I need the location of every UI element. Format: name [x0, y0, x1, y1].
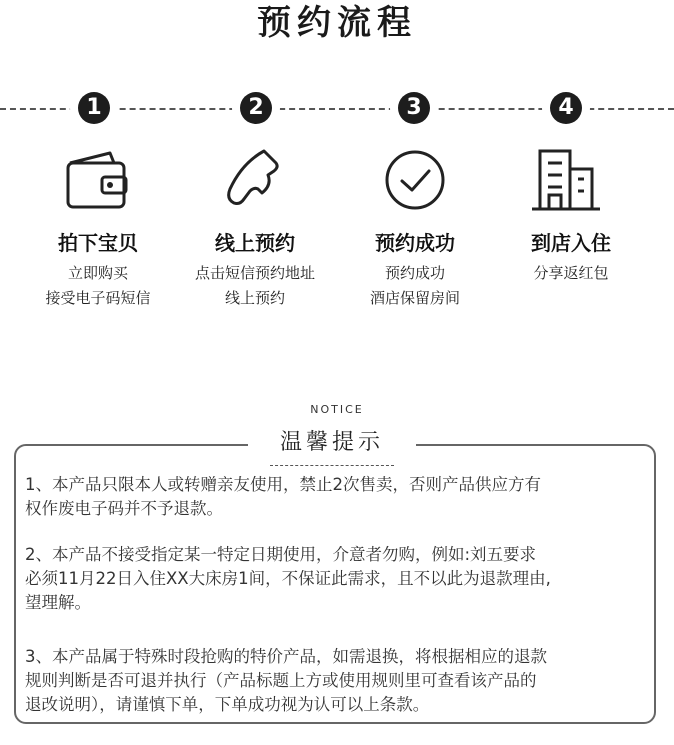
- notice-item-2-line2: 必须11月22日入住XX大床房1间，不保证此需求，且不以此为退款理由,: [25, 569, 551, 588]
- step-4-desc-line1: 分享返红包: [533, 264, 609, 282]
- notice-item-3-line2: 规则判断是否可退并执行（产品标题上方或使用规则里可查看该产品的: [25, 671, 537, 690]
- notice-item-3-line1: 3、本产品属于特殊时段抢购的特价产品，如需退换，将根据相应的退款: [25, 647, 547, 666]
- step-4-title: 到店入住: [531, 231, 611, 255]
- step-2-title: 线上预约: [215, 231, 295, 255]
- check-circle-icon: [375, 145, 455, 215]
- step-1-desc-line1: 立即购买: [67, 264, 128, 282]
- phone-icon: [216, 145, 296, 215]
- notice-item-2: [25, 543, 645, 615]
- notice-title: 温馨提示: [279, 430, 384, 455]
- step-3-number: 3: [398, 92, 430, 124]
- notice-label: NOTICE: [310, 403, 364, 416]
- notice-item-2-line1: 2、本产品不接受指定某一特定日期使用，介意者勿购，例如:刘五要求: [25, 545, 537, 564]
- wallet-icon: [58, 145, 138, 215]
- step-1-number: 1: [78, 92, 110, 124]
- step-2-desc-line1: 点击短信预约地址: [194, 264, 315, 282]
- notice-item-1-line2: 权作废电子码并不予退款。: [25, 499, 223, 518]
- step-2-number: 2: [240, 92, 272, 124]
- notice-item-1-line1: 1、本产品只限本人或转赠亲友使用，禁止2次售卖，否则产品供应方有: [25, 475, 541, 494]
- notice-item-3: [25, 645, 645, 717]
- step-3-desc-line2: 酒店保留房间: [369, 289, 460, 307]
- notice-title-underline: [270, 465, 394, 466]
- step-4-number: 4: [550, 92, 582, 124]
- notice-item-2-line3: 望理解。: [25, 593, 91, 612]
- step-1-title: 拍下宝贝: [58, 231, 138, 255]
- step-2-desc-line2: 线上预约: [224, 289, 285, 307]
- building-icon: [526, 145, 606, 215]
- page-title: 预约流程: [257, 3, 417, 43]
- step-1-desc-line2: 接受电子码短信: [45, 289, 151, 307]
- step-3-desc-line1: 预约成功: [384, 264, 445, 282]
- notice-item-3-line3: 退改说明），请谨慎下单，下单成功视为认可以上条款。: [25, 695, 430, 714]
- notice-item-1: [25, 473, 645, 521]
- step-3-title: 预约成功: [375, 231, 455, 255]
